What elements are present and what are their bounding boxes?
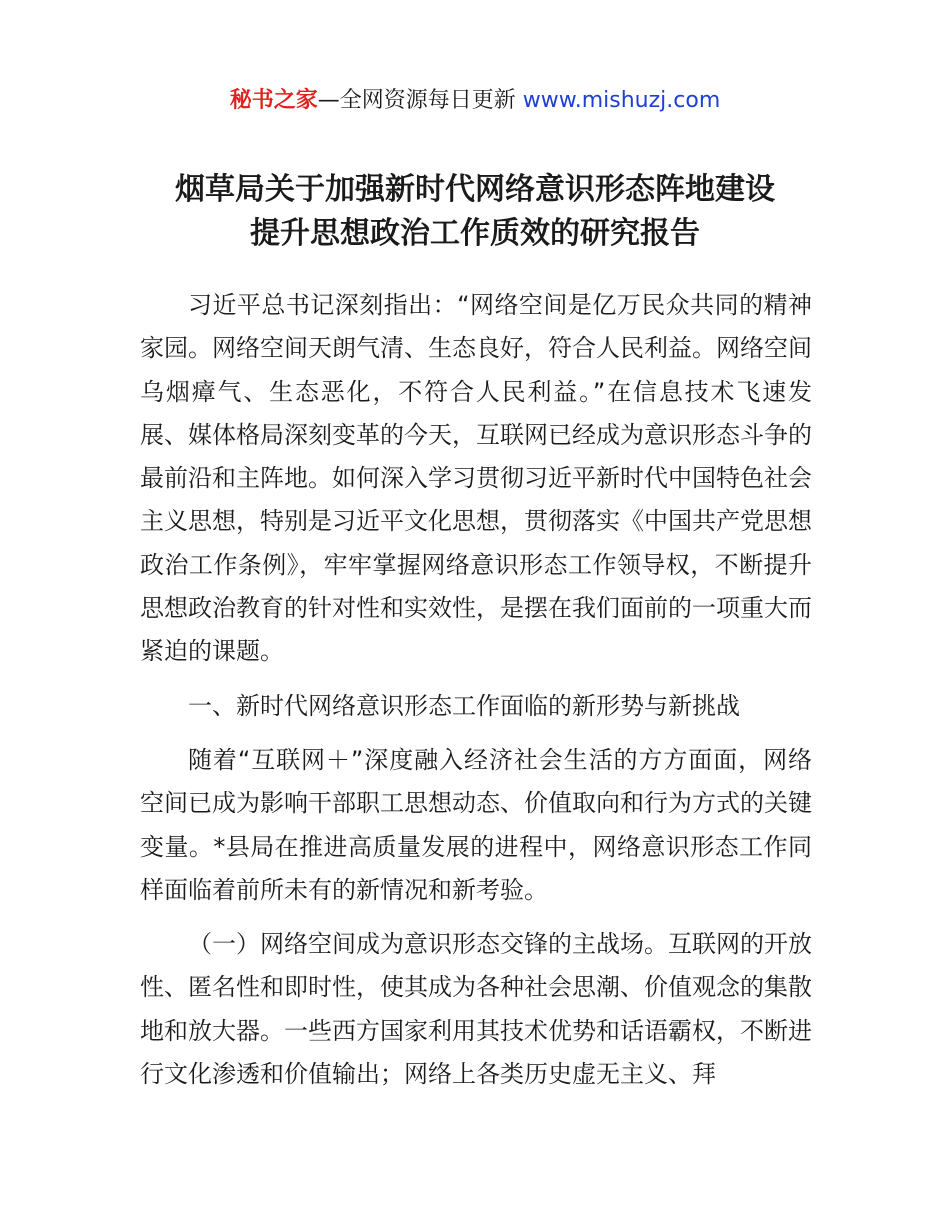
- site-tagline: —全网资源每日更新: [317, 88, 523, 113]
- subsection-1-paragraph: （一）网络空间成为意识形态交锋的主战场。互联网的开放性、匿名性和即时性，使其成为各种社会思潮、价值观念的集散地和放大器。一些西方国家利用其技术优势和话语霸权，不断进行文化渗透和价值输出；网络上各类历史虚无主义、拜: [140, 930, 812, 1089]
- document-title: [0, 168, 950, 256]
- site-url-link[interactable]: www.mishuzj.com: [522, 88, 721, 113]
- section-1-paragraph: 随着“互联网＋”深度融入经济社会生活的方方面面，网络空间已成为影响干部职工思想动态、价值取向和行为方式的关键变量。*县局在推进高质量发展的进程中，网络意识形态工作同样面临着前所未有的新情况和新考验。: [140, 745, 812, 904]
- site-brand: 秘书之家: [229, 88, 318, 113]
- section-heading-1: 一、新时代网络意识形态工作面临的新形势与新挑战: [188, 691, 740, 720]
- document-body: [140, 284, 812, 1096]
- intro-paragraph: 习近平总书记深刻指出：“网络空间是亿万民众共同的精神家园。网络空间天朗气清、生态良好，符合人民利益。网络空间乌烟瘴气、生态恶化，不符合人民利益。”在信息技术飞速发展、媒体格局深刻变革的今天，互联网已经成为意识形态斗争的最前沿和主阵地。如何深入学习贯彻习近平新时代中国特色社会主义思想，特别是习近平文化思想，贯彻落实《中国共产党思想政治工作条例》，牢牢掌握网络意识形态工作领导权，不断提升思想政治教育的针对性和实效性，是摆在我们面前的一项重大而紧迫的课题。: [140, 291, 812, 666]
- title-line-1: 烟草局关于加强新时代网络意识形态阵地建设: [175, 172, 775, 207]
- title-line-2: 提升思想政治工作质效的研究报告: [250, 216, 700, 251]
- site-header: [0, 84, 950, 118]
